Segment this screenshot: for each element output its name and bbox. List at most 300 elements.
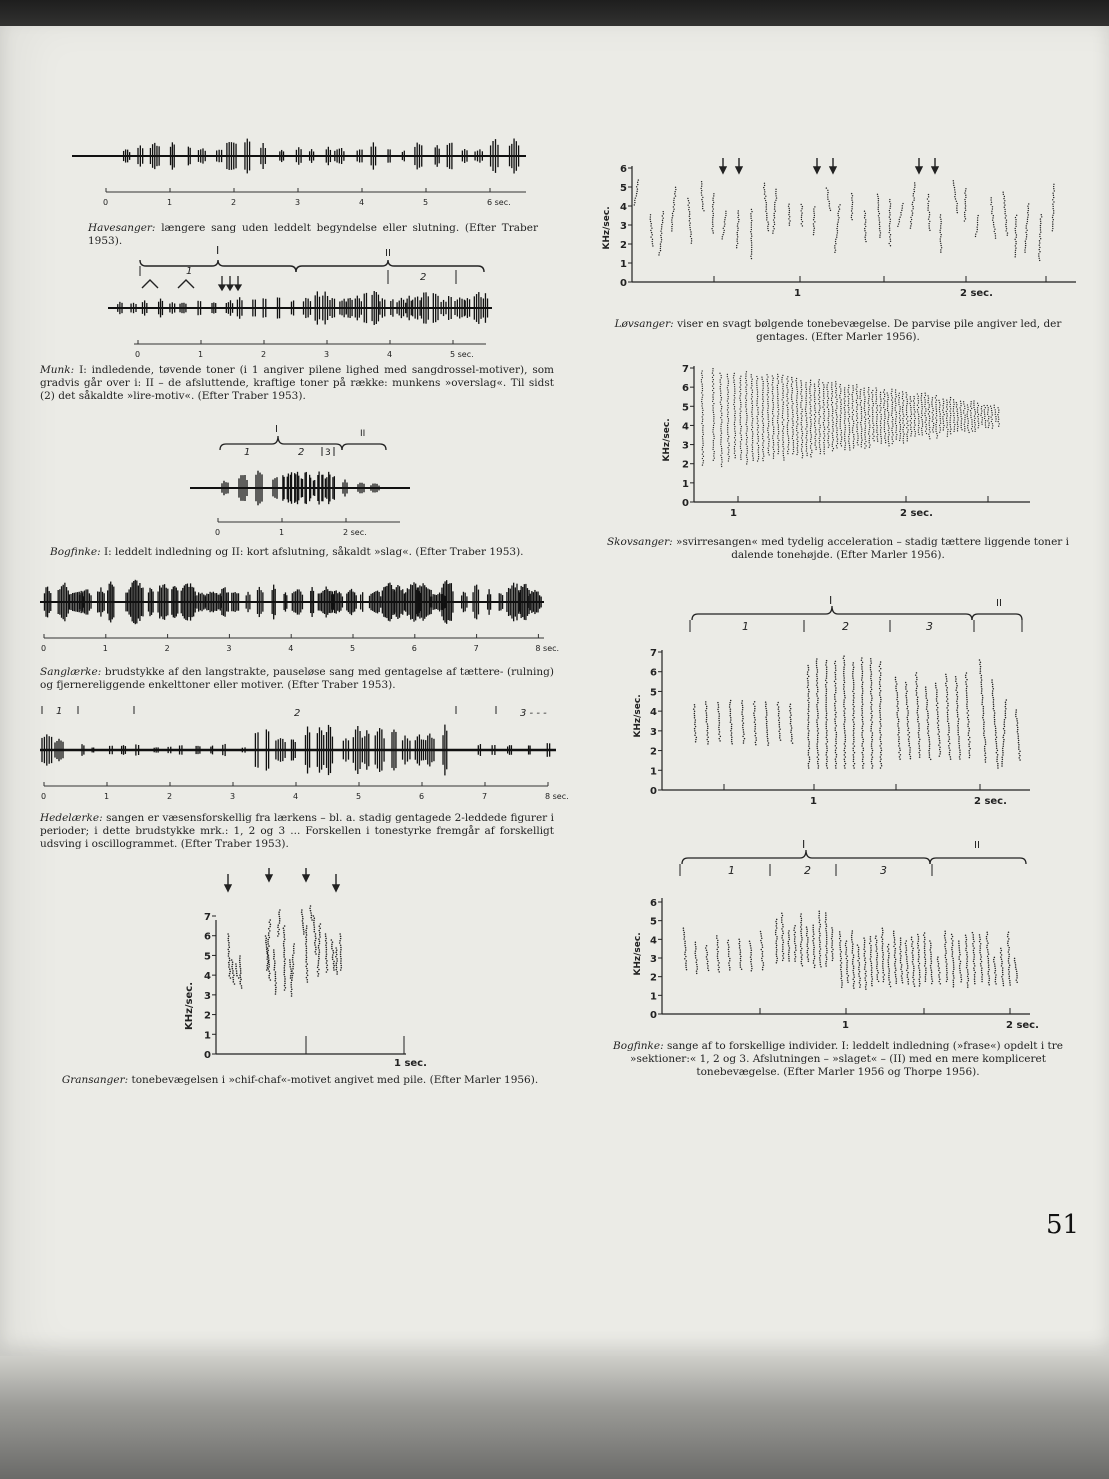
trace-dot: [995, 235, 996, 236]
trace-dot: [702, 445, 703, 446]
trace-dot: [737, 225, 738, 226]
trace-dot: [918, 420, 919, 421]
trace-dot: [813, 953, 815, 955]
trace-dot: [958, 743, 960, 745]
trace-dot: [1003, 734, 1005, 736]
trace-dot: [808, 721, 810, 723]
trace-dot: [947, 415, 948, 416]
trace-dot: [766, 217, 767, 218]
trace-dot: [827, 400, 828, 401]
trace-dot: [852, 675, 854, 677]
trace-dot: [762, 416, 763, 417]
trace-dot: [751, 233, 752, 234]
trace-dot: [973, 400, 974, 401]
trace-dot: [897, 716, 899, 718]
trace-dot: [783, 942, 785, 944]
trace-dot: [706, 717, 708, 719]
trace-dot: [862, 730, 864, 732]
trace-dot: [826, 682, 828, 684]
trace-dot: [896, 436, 897, 437]
trace-dot: [813, 230, 814, 231]
trace-dot: [773, 458, 774, 459]
trace-dot: [968, 721, 970, 723]
trace-dot: [808, 752, 810, 754]
trace-dot: [774, 204, 775, 205]
trace-dot: [862, 754, 864, 756]
trace-dot: [1018, 742, 1020, 744]
trace-dot: [907, 706, 909, 708]
trace-dot: [926, 693, 928, 695]
trace-dot: [728, 445, 729, 446]
trace-dot: [227, 933, 229, 935]
trace-dot: [835, 669, 837, 671]
trace-dot: [907, 723, 909, 725]
trace-dot: [916, 679, 918, 681]
trace-dot: [990, 199, 991, 200]
trace-dot: [909, 403, 910, 404]
trace-dot: [779, 735, 781, 737]
trace-dot: [879, 716, 881, 718]
trace-dot: [953, 401, 954, 402]
trace-dot: [731, 732, 733, 734]
trace-dot: [751, 414, 752, 415]
trace-dot: [318, 969, 320, 971]
trace-dot: [332, 950, 334, 952]
trace-dot: [834, 247, 835, 248]
trace-dot: [862, 741, 864, 743]
trace-dot: [792, 403, 793, 404]
trace-dot: [861, 686, 863, 688]
trace-dot: [317, 971, 319, 973]
trace-dot: [832, 953, 834, 955]
trace-dot: [750, 947, 752, 949]
trace-dot: [912, 215, 913, 216]
trace-dot: [947, 429, 948, 430]
trace-dot: [1004, 209, 1005, 210]
trace-dot: [927, 203, 928, 204]
trace-dot: [936, 696, 938, 698]
trace-dot: [849, 449, 850, 450]
time-tick-label: 1: [102, 644, 108, 653]
trace-dot: [853, 434, 854, 435]
trace-dot: [835, 674, 837, 676]
trace-dot: [881, 765, 883, 767]
trace-dot: [689, 202, 690, 203]
caption-species: Munk:: [40, 364, 75, 376]
trace-dot: [720, 390, 721, 391]
trace-dot: [315, 938, 317, 940]
trace-dot: [758, 449, 759, 450]
trace-dot: [856, 406, 857, 407]
trace-dot: [290, 977, 292, 979]
trace-dot: [876, 436, 877, 437]
trace-dot: [852, 748, 854, 750]
trace-dot: [314, 944, 316, 946]
trace-dot: [844, 726, 846, 728]
trace-dot: [913, 193, 914, 194]
trace-dot: [926, 708, 928, 710]
trace-dot: [305, 961, 307, 963]
trace-dot: [900, 415, 901, 416]
trace-dot: [956, 402, 957, 403]
time-tick-label: 0: [215, 528, 221, 537]
trace-dot: [739, 941, 741, 943]
trace-dot: [727, 440, 728, 441]
trace-dot: [735, 455, 736, 456]
trace-dot: [652, 241, 653, 242]
trace-dot: [872, 414, 873, 415]
trace-dot: [773, 455, 774, 456]
trace-dot: [781, 912, 783, 914]
trace-dot: [772, 398, 773, 399]
trace-dot: [877, 405, 878, 406]
trace-dot: [880, 697, 882, 699]
trace-dot: [943, 412, 944, 413]
trace-dot: [694, 730, 696, 732]
trace-dot: [839, 208, 840, 209]
trace-dot: [772, 435, 773, 436]
trace-dot: [756, 400, 757, 401]
trace-dot: [981, 688, 983, 690]
trace-dot: [959, 754, 961, 756]
trace-dot: [808, 732, 810, 734]
trace-dot: [712, 217, 713, 218]
trace-dot: [991, 412, 992, 413]
trace-dot: [239, 966, 241, 968]
trace-dot: [853, 680, 855, 682]
trace-dot: [921, 395, 922, 396]
trace-dot: [865, 239, 866, 240]
trace-dot: [896, 412, 897, 413]
trace-dot: [924, 404, 925, 405]
trace-dot: [862, 725, 864, 727]
trace-dot: [844, 682, 846, 684]
trace-dot: [801, 431, 802, 432]
trace-dot: [660, 246, 661, 247]
trace-dot: [805, 384, 806, 385]
trace-dot: [831, 947, 833, 949]
trace-dot: [819, 427, 820, 428]
trace-dot: [777, 704, 779, 706]
trace-dot: [306, 952, 308, 954]
trace-dot: [873, 429, 874, 430]
trace-dot: [229, 973, 231, 975]
trace-dot: [831, 384, 832, 385]
trace-dot: [967, 407, 968, 408]
trace-dot: [968, 750, 970, 752]
trace-dot: [335, 952, 337, 954]
trace-dot: [787, 446, 788, 447]
trace-dot: [852, 719, 854, 721]
trace-dot: [728, 949, 730, 951]
trace-dot: [889, 223, 890, 224]
trace-dot: [998, 412, 999, 413]
trace-dot: [636, 195, 637, 196]
trace-dot: [856, 391, 857, 392]
trace-dot: [279, 918, 281, 920]
trace-dot: [740, 395, 741, 396]
trace-dot: [862, 739, 864, 741]
trace-dot: [896, 425, 897, 426]
trace-dot: [872, 721, 874, 723]
trace-dot: [706, 958, 708, 960]
trace-dot: [946, 400, 947, 401]
trace-dot: [955, 680, 957, 682]
trace-dot: [788, 937, 790, 939]
trace-dot: [958, 723, 960, 725]
trace-dot: [773, 444, 774, 445]
trace-dot: [283, 932, 285, 934]
trace-dot: [689, 220, 690, 221]
trace-dot: [879, 234, 880, 235]
trace-dot: [818, 394, 819, 395]
trace-dot: [853, 688, 855, 690]
trace-dot: [826, 737, 828, 739]
trace-dot: [980, 666, 982, 668]
trace-dot: [948, 729, 950, 731]
trace-dot: [828, 411, 829, 412]
trace-dot: [739, 947, 741, 949]
trace-dot: [898, 727, 900, 729]
trace-dot: [778, 380, 779, 381]
trace-dot: [857, 429, 858, 430]
trace-dot: [884, 411, 885, 412]
trace-dot: [637, 188, 638, 189]
trace-dot: [928, 225, 929, 226]
trace-dot: [267, 956, 269, 958]
trace-dot: [910, 225, 911, 226]
trace-dot: [817, 735, 819, 737]
trace-dot: [879, 213, 880, 214]
trace-dot: [706, 734, 708, 736]
trace-dot: [751, 244, 752, 245]
trace-dot: [284, 989, 286, 991]
trace-dot: [791, 734, 793, 736]
trace-dot: [832, 441, 833, 442]
trace-dot: [921, 400, 922, 401]
trace-dot: [940, 236, 941, 237]
trace-dot: [673, 208, 674, 209]
trace-dot: [861, 435, 862, 436]
trace-dot: [884, 424, 885, 425]
trace-dot: [815, 420, 816, 421]
trace-dot: [834, 252, 835, 253]
trace-dot: [853, 414, 854, 415]
trace-dot: [819, 414, 820, 415]
trace-dot: [806, 448, 807, 449]
trace-dot: [879, 705, 881, 707]
trace-dot: [826, 756, 828, 758]
trace-dot: [807, 946, 809, 948]
trace-dot: [949, 406, 950, 407]
trace-dot: [870, 660, 872, 662]
trace-dot: [825, 921, 827, 923]
trace-dot: [834, 721, 836, 723]
trace-dot: [983, 732, 985, 734]
trace-dot: [898, 745, 900, 747]
trace-dot: [965, 195, 966, 196]
trace-dot: [289, 966, 291, 968]
trace-dot: [694, 728, 696, 730]
trace-dot: [772, 418, 773, 419]
trace-dot: [954, 196, 955, 197]
trace-dot: [913, 396, 914, 397]
trace-dot: [721, 452, 722, 453]
trace-dot: [782, 933, 784, 935]
trace-dot: [883, 407, 884, 408]
trace-dot: [794, 932, 796, 934]
time-tick-label: 2: [167, 792, 173, 801]
trace-dot: [734, 388, 735, 389]
trace-dot: [777, 376, 778, 377]
trace-dot: [753, 712, 755, 714]
trace-dot: [862, 675, 864, 677]
trace-dot: [1015, 250, 1016, 251]
trace-dot: [814, 401, 815, 402]
trace-dot: [996, 745, 998, 747]
trace-dot: [825, 930, 827, 932]
trace-dot: [835, 667, 837, 669]
trace-dot: [783, 384, 784, 385]
trace-dot: [994, 407, 995, 408]
trace-dot: [966, 712, 968, 714]
trace-dot: [845, 411, 846, 412]
trace-dot: [279, 922, 281, 924]
trace-dot: [925, 695, 927, 697]
trace-dot: [734, 426, 735, 427]
trace-dot: [887, 392, 888, 393]
trace-dot: [1053, 206, 1054, 207]
trace-dot: [975, 236, 976, 237]
trace-dot: [744, 738, 746, 740]
trace-dot: [767, 430, 768, 431]
trace-dot: [810, 421, 811, 422]
trace-dot: [998, 426, 999, 427]
trace-dot: [788, 420, 789, 421]
trace-dot: [720, 417, 721, 418]
trace-dot: [861, 710, 863, 712]
trace-dot: [936, 395, 937, 396]
trace-dot: [797, 415, 798, 416]
trace-dot: [1052, 192, 1053, 193]
trace-dot: [695, 726, 697, 728]
trace-dot: [751, 950, 753, 952]
trace-dot: [773, 426, 774, 427]
trace-dot: [701, 405, 702, 406]
trace-dot: [267, 939, 269, 941]
trace-dot: [836, 399, 837, 400]
trace-dot: [848, 436, 849, 437]
trace-dot: [906, 708, 908, 710]
trace-dot: [340, 935, 342, 937]
trace-dot: [752, 409, 753, 410]
trace-dot: [765, 211, 766, 212]
trace-dot: [807, 941, 809, 943]
trace-dot: [718, 962, 720, 964]
trace-dot: [919, 756, 921, 758]
trace-dot: [687, 204, 688, 205]
trace-dot: [721, 433, 722, 434]
trace-dot: [817, 715, 819, 717]
trace-dot: [928, 218, 929, 219]
trace-dot: [808, 715, 810, 717]
trace-dot: [876, 390, 877, 391]
trace-dot: [815, 412, 816, 413]
trace-dot: [950, 413, 951, 414]
trace-dot: [968, 423, 969, 424]
trace-dot: [636, 191, 637, 192]
trace-dot: [825, 664, 827, 666]
trace-dot: [239, 981, 241, 983]
trace-dot: [779, 733, 781, 735]
trace-dot: [808, 717, 810, 719]
trace-dot: [768, 439, 769, 440]
trace-dot: [728, 955, 730, 957]
trace-dot: [896, 434, 897, 435]
trace-dot: [752, 390, 753, 391]
trace-dot: [814, 956, 816, 958]
trace-dot: [1025, 243, 1026, 244]
trace-dot: [834, 245, 835, 246]
trace-dot: [764, 193, 765, 194]
trace-dot: [284, 983, 286, 985]
trace-dot: [873, 403, 874, 404]
trace-dot: [808, 693, 810, 695]
trace-dot: [753, 460, 754, 461]
sub-label-1: 1: [56, 706, 63, 717]
trace-dot: [683, 930, 685, 932]
trace-dot: [954, 424, 955, 425]
trace-dot: [1026, 225, 1027, 226]
trace-dot: [306, 948, 308, 950]
y-tick-label: 7: [204, 912, 211, 923]
trace-dot: [750, 238, 751, 239]
trace-dot: [946, 427, 947, 428]
trace-dot: [852, 430, 853, 431]
trace-dot: [810, 445, 811, 446]
trace-dot: [819, 418, 820, 419]
trace-dot: [967, 411, 968, 412]
trace-dot: [828, 413, 829, 414]
trace-dot: [879, 228, 880, 229]
trace-dot: [683, 927, 685, 929]
trace-dot: [870, 713, 872, 715]
trace-dot: [813, 931, 815, 933]
trace-dot: [713, 193, 714, 194]
trace-dot: [721, 464, 722, 465]
trace-dot: [806, 928, 808, 930]
trace-dot: [702, 453, 703, 454]
trace-dot: [924, 393, 925, 394]
trace-dot: [718, 964, 720, 966]
trace-dot: [742, 707, 744, 709]
trace-dot: [652, 243, 653, 244]
trace-dot: [787, 380, 788, 381]
trace-dot: [935, 687, 937, 689]
trace-dot: [871, 748, 873, 750]
trace-dot: [801, 939, 803, 941]
trace-dot: [717, 942, 719, 944]
trace-dot: [810, 428, 811, 429]
trace-dot: [853, 441, 854, 442]
trace-dot: [817, 671, 819, 673]
trace-dot: [928, 196, 929, 197]
trace-dot: [752, 379, 753, 380]
trace-dot: [856, 409, 857, 410]
trace-dot: [966, 708, 968, 710]
trace-dot: [868, 418, 869, 419]
trace-dot: [943, 429, 944, 430]
